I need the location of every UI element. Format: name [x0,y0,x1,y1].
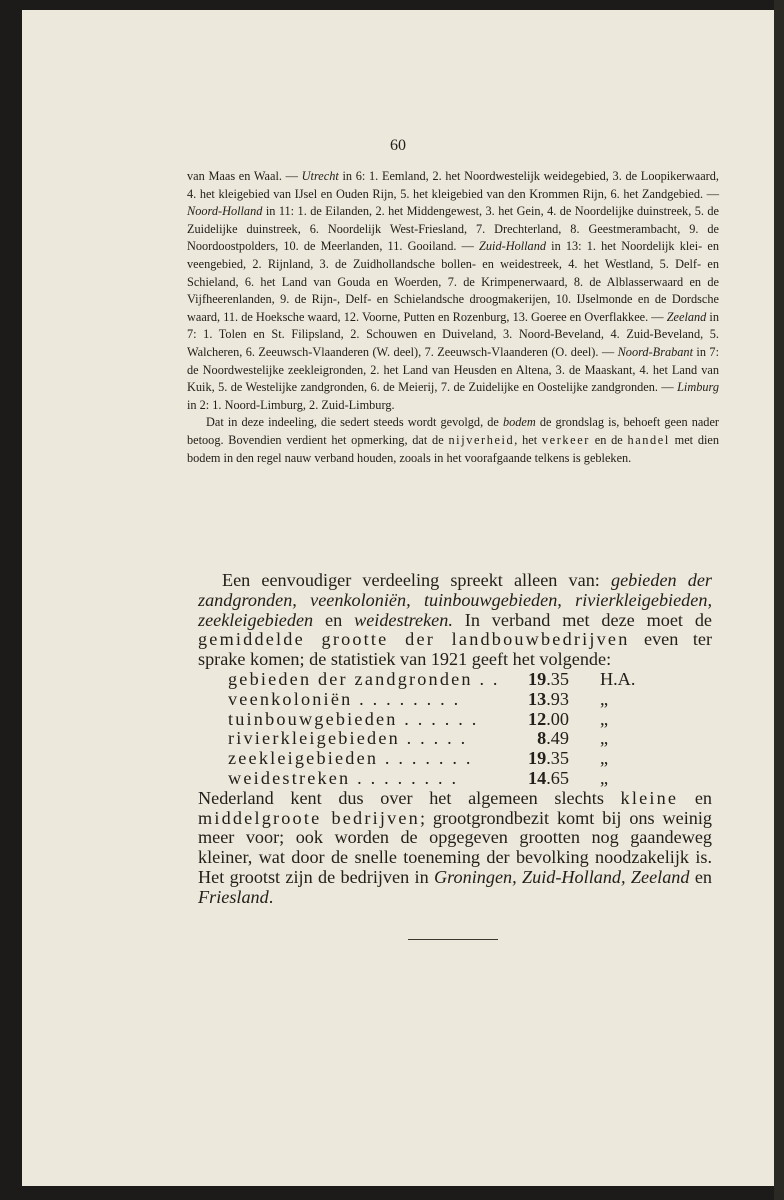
statistics-row: veenkoloniën . . . . . . . . 13.93 „ [228,688,609,709]
regional-divisions-text [187,168,719,467]
statistics-row: tuinbouwgebieden . . . . . . 12.00 „ [228,708,609,729]
small-paragraph-soil: Dat in deze indeeling, die sedert steeds wordt gevolgd, de bodem de grondslag is, behoeft geen nader betoog. Bovendien verdient het opmerking, dat de nijverheid, het verkeer en de handel met dien bodem in den regel nauw verband houden, zooals in het voorafgaande telkens is gebleken. [187,415,720,465]
statistics-row: gebieden der zandgronden . . 19.35 H.A. [228,668,636,689]
province-zeeland: Zeeland [666,309,707,324]
scan-edge [774,0,784,1200]
section-divider [408,939,498,940]
large-paragraph-conclusion: Nederland kent dus over het algemeen slechts kleine en middelgroote bedrijven; grootgrondbezit komt bij ons weinig meer voor; ook worden de opgegeven grootten nog gaandeweg kleiner, wat door de snelle toeneming der bevolking noodzakelijk is. Het grootst zijn de bedrijven in Groningen, Zuid-Holland, Zeeland en Friesland. [198,787,712,907]
province-noord-holland: Noord-Holland [187,204,263,219]
province-noord-brabant: Noord-Brabant [617,344,693,359]
statistics-row: zeekleigebieden . . . . . . . 19.35 „ [228,748,609,769]
province-limburg: Limburg [677,380,719,395]
large-paragraph-intro: Een eenvoudiger verdeeling spreekt alleen van: gebieden der zandgronden, veenkoloniën, tuinbouwgebieden, rivierkleigebieden, zeekleigebieden en weidestreken. In verband met deze moet de gemiddelde grootte der landbouwbedrijven even ter sprake komen; de statistiek van 1921 geeft het volgende: [198,570,713,670]
farm-size-text [198,571,712,908]
small-paragraph-regions: van Maas en Waal. — Utrecht in 6: 1. Eemland, 2. het Noordwestelijk weidegebied, 3. de Loopikerwaard, 4. het kleigebied van IJsel en Ouden Rijn, 5. het kleigebied van den Krommen Rijn, 6. het Zandgebied. — Noord-Holland in 11: 1. de Eilanden, 2. het Middengewest, 3. het Gein, 4. de Noordelijke duinstreek, 5. de Zuidelijke duinstreek, 6. Noordelijk West-Friesland, 7. Drechterland, 8. Geestmerambacht, 9. de Noordoostpolders, 10. de Meerlanden, 11. Gooiland. — Zuid-Holland in 13: 1. het Noordelijk klei- en veengebied, 2. Rijnland, 3. de Zuidhollandsche bollen- en weidestreek, 4. het Westland, 5. Delf- en Schieland, 6. het Land van Gouda en Woerden, 7. de Krimpenerwaard, 8. de Alblasserwaard en de Vijfheerenlanden, 9. de Rijn-, Delf- en Schielandsche droogmakerijen, 10. IJselmonde en de Dordsche waard, 11. de Hoeksche waard, 12. Voorne, Putten en Rozenburg, 13. Goeree en Overflakkee. — Zeeland in 7: 1. Tolen en St. Filipsland, 2. Schouwen en Duiveland, 3. Noord-Beveland, 4. Zuid-Beveland, 5. Walcheren, 6. Zeeuwsch-Vlaanderen (W. deel), 7. Zeeuwsch-Vlaanderen (O. deel). — Noord-Brabant in 7: de Noordwestelijke zeekleigronden, 2. het Land van Heusden en Altena, 3. de Maaskant, 4. het Land van Kuik, 5. de Westelijke zandgronden, 6. de Meierij, 7. de Zuidelijke en Oostelijke zandgronden. — Limburg in 2: 1. Noord-Limburg, 2. Zuid-Limburg. [187,169,719,412]
statistics-row: weidestreken . . . . . . . . 14.65 „ [228,767,609,788]
farm-size-statistics-table [228,670,712,789]
document-page [22,10,774,1186]
province-utrecht: Utrecht [301,169,339,183]
province-zuid-holland: Zuid-Holland [479,239,547,254]
statistics-row: rivierkleigebieden . . . . . 8.49 „ [228,728,609,749]
page-number: 60 [390,137,406,154]
